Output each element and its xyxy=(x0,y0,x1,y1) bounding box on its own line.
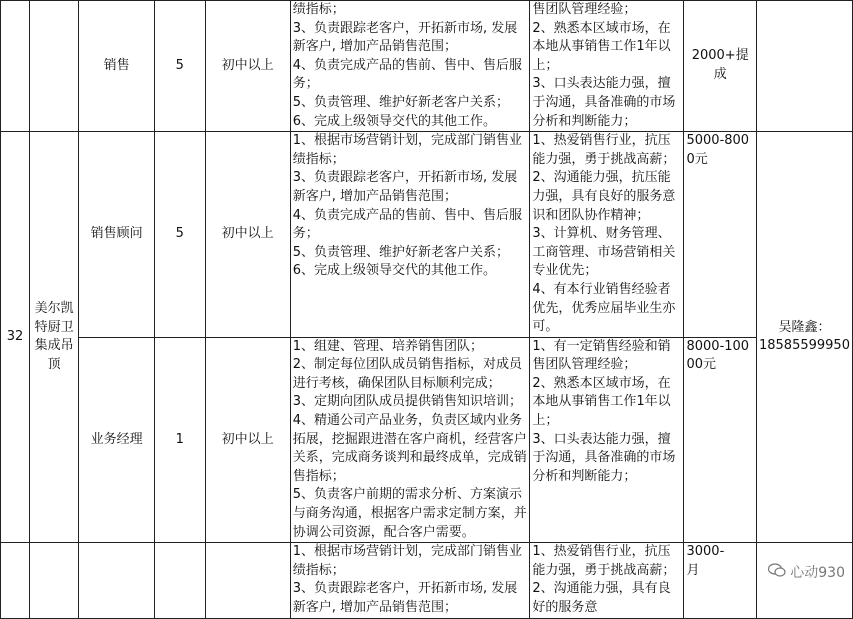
duties-cell: 1、根据市场营销计划，完成部门销售业绩指标； 3、负责跟踪老客户，开拓新市场, 发展新客户, 增加产品销售范围； 4、负责完成产品的售前、售中、售后服务； 5、负责管理、维护好新老客户关系； 6、完成上级领导交代的其他工作。 xyxy=(290,132,530,338)
requirements-cell: 1、热爱销售行业，抗压能力强，勇于挑战高薪； 2、沟通能力强，具有良好的服务意 xyxy=(530,543,684,618)
watermark-text: 心动930 xyxy=(790,565,845,581)
company-cell-empty xyxy=(29,1,78,132)
number-cell-empty xyxy=(1,1,30,132)
wechat-icon xyxy=(768,563,786,581)
duties-cell: 绩指标； 3、负责跟踪老客户，开拓新市场, 发展新客户, 增加产品销售范围； 4、负责完成产品的售前、售中、售后服务； 5、负责管理、维护好新老客户关系； 6、完成上级领导交代的其他工作。 xyxy=(290,1,530,132)
contact-cell-empty xyxy=(756,1,852,132)
requirements-cell: 1、有一定销售经验和销售团队管理经验； 2、熟悉本区域市场，在本地从事销售工作1年以上； 3、口头表达能力强，擅于沟通，具备准确的市场分析和判断能力； xyxy=(530,337,684,543)
education-cell: 初中以上 xyxy=(205,1,290,132)
table-row xyxy=(1,132,853,338)
table-row xyxy=(1,1,853,132)
position-cell: 销售顾问 xyxy=(79,132,155,338)
table-row xyxy=(1,337,853,543)
education-cell: 初中以上 xyxy=(205,132,290,338)
duties-cell: 1、根据市场营销计划，完成部门销售业绩指标； 3、负责跟踪老客户，开拓新市场, 发展新客户, 增加产品销售范围； xyxy=(290,543,530,618)
headcount-cell: 1 xyxy=(154,337,205,543)
requirements-cell: 1、热爱销售行业，抗压能力强，勇于挑战高薪； 2、沟通能力强，抗压能力强，具有良好的服务意识和团队协作精神； 3、计算机、财务管理、工商管理、市场营销相关专业优先； 4、有本行业销售经验者优先，优秀应届毕业生亦可。 xyxy=(530,132,684,338)
company-cell-empty xyxy=(29,543,78,618)
salary-cell: 8000-10000元 xyxy=(684,337,756,543)
position-cell: 业务经理 xyxy=(79,337,155,543)
position-cell: 销售 xyxy=(79,1,155,132)
headcount-cell: 5 xyxy=(154,1,205,132)
salary-cell: 3000- 月 xyxy=(684,543,756,618)
education-cell-empty xyxy=(205,543,290,618)
number-cell: 32 xyxy=(1,132,30,543)
number-cell-empty xyxy=(1,543,30,618)
company-cell: 美尔凯特厨卫集成吊顶 xyxy=(29,132,78,543)
salary-cell: 5000-8000元 xyxy=(684,132,756,338)
position-cell-empty xyxy=(79,543,155,618)
watermark xyxy=(768,562,845,582)
contact-cell: 吴隆鑫：18585599950 xyxy=(756,132,852,543)
education-cell: 初中以上 xyxy=(205,337,290,543)
headcount-cell-empty xyxy=(154,543,205,618)
salary-cell: 2000+提成 xyxy=(684,1,756,132)
requirements-cell: 售团队管理经验； 2、熟悉本区域市场，在本地从事销售工作1年以上； 3、口头表达能力强，擅于沟通，具备准确的市场分析和判断能力； xyxy=(530,1,684,132)
duties-cell: 1、组建、管理、培养销售团队； 2、制定每位团队成员销售指标，对成员进行考核，确保团队目标顺利完成； 3、定期向团队成员提供销售知识培训； 4、精通公司产品业务，负责区域内业务拓展，挖掘跟进潜在客户商机，经营客户关系，完成商务谈判和最终成单，完成销售指标； 5、负责客户前期的需求分析、方案演示与商务沟通，根据客户需求定制方案，并协调公司资源，配合客户需要。 xyxy=(290,337,530,543)
headcount-cell: 5 xyxy=(154,132,205,338)
table-row xyxy=(1,543,853,618)
